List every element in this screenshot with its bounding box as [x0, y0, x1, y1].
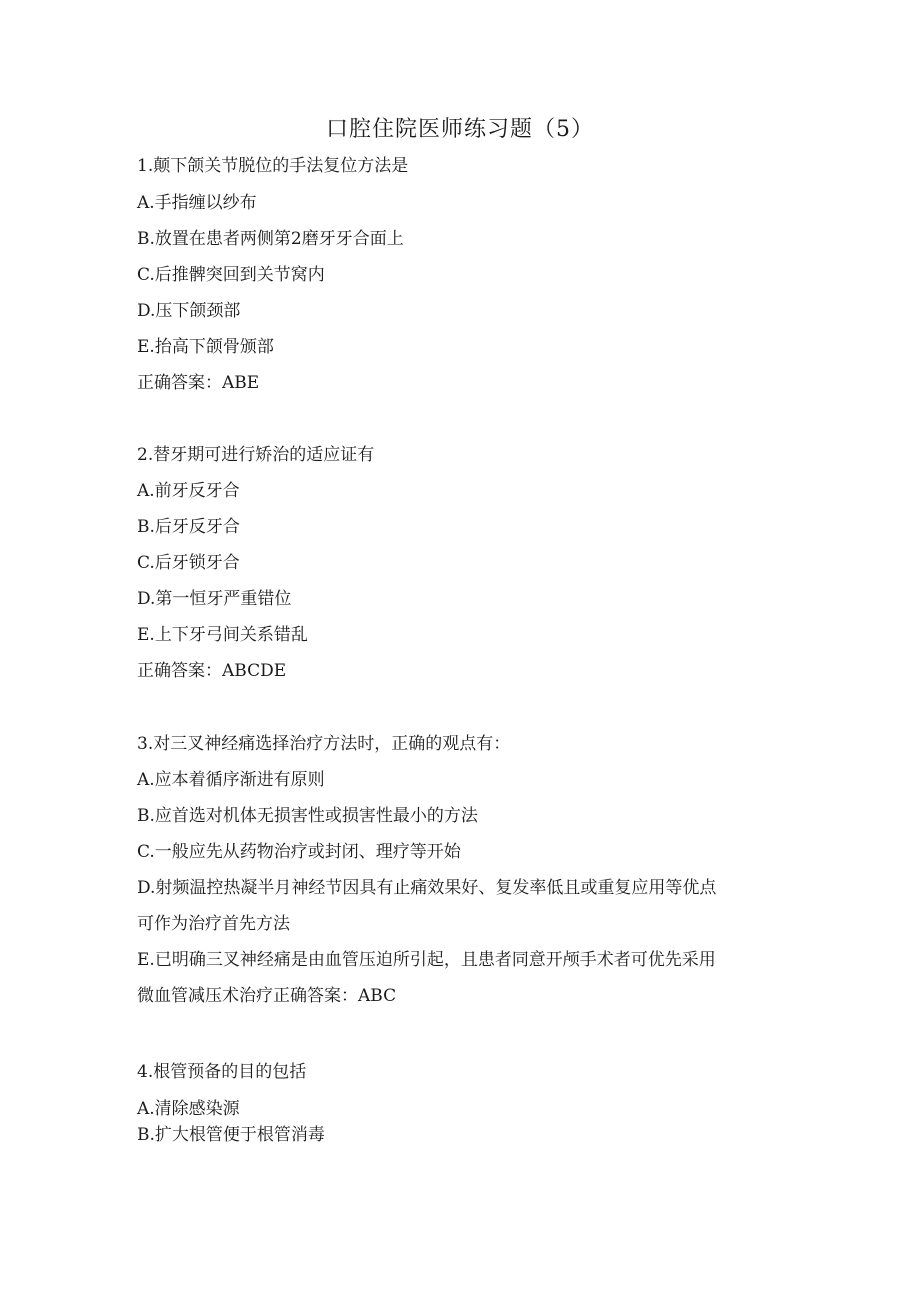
- question-2-option-a: A.前牙反牙合: [137, 481, 240, 501]
- question-2-option-b: B.后牙反牙合: [137, 517, 240, 537]
- question-2-stem: 2.替牙期可进行矫治的适应证有: [137, 445, 375, 465]
- question-3-option-d: D.射频温控热凝半月神经节因具有止痛效果好、复发率低且或重复应用等优点: [137, 878, 717, 898]
- question-3-option-c: C.一般应先从药物治疗或封闭、理疗等开始: [137, 842, 461, 862]
- question-3-option-b: B.应首选对机体无损害性或损害性最小的方法: [137, 806, 478, 826]
- question-1-option-e: E.抬高下颌骨颁部: [137, 337, 274, 357]
- question-2-option-d: D.第一恒牙严重错位: [137, 589, 292, 609]
- question-3-option-e: E.已明确三叉神经痛是由血管压迫所引起，且患者同意开颅手术者可优先采用: [137, 950, 716, 970]
- question-3-option-a: A.应本着循序渐进有原则: [137, 770, 325, 790]
- question-2-answer: 正确答案：ABCDE: [137, 661, 287, 681]
- question-1-option-d: D.压下颌颈部: [137, 301, 241, 321]
- question-4-option-a: A.清除感染源: [137, 1099, 240, 1119]
- question-2-option-c: C.后牙锁牙合: [137, 553, 240, 573]
- question-3-option-d-cont: 可作为治疗首先方法: [137, 914, 290, 934]
- question-3-stem: 3.对三叉神经痛选择治疗方法时，正确的观点有：: [137, 734, 511, 754]
- question-4-option-b: B.扩大根管便于根管消毒: [137, 1125, 325, 1145]
- question-3-option-e-cont: 微血管减压术治疗正确答案：ABC: [137, 986, 397, 1006]
- question-1-stem: 1.颠下颌关节脱位的手法复位方法是: [137, 156, 409, 176]
- question-1-option-c: C.后推髀突回到关节窝内: [137, 265, 325, 285]
- document-title: 口腔住院医师练习题（5）: [326, 117, 594, 142]
- question-1-option-a: A.手指缠以纱布: [137, 193, 257, 213]
- question-4-stem: 4.根管预备的目的包括: [137, 1062, 307, 1082]
- question-1-answer: 正确答案：ABE: [137, 373, 260, 393]
- question-1-option-b: B.放置在患者两侧第2磨牙牙合面上: [137, 229, 404, 249]
- question-2-option-e: E.上下牙弓间关系错乱: [137, 625, 308, 645]
